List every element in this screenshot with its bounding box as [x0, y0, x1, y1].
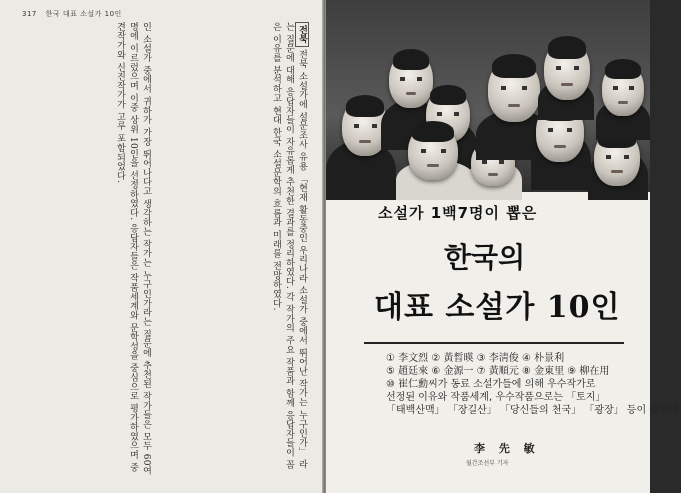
article-title-prefix: 한국의 [444, 241, 526, 274]
article-title: 대표 소설가 10인 [374, 290, 621, 325]
lead-line: 선정된 이유와 작품세계, 우수작품으로는 「토지」 [386, 392, 606, 403]
text-column-2: 인 소설가 중에서 귀하가 가장 뛰어나다고 생각하는 작가는 누구인가라는 질문에 추천된 작가들은 모두 60여명에 이르렀으며 이중 상위 10인을 선정하였다. 응답자들은 작품세계와 문학성을 중심으로 평가하였으며 중견작가와 신진작가가 고루 포함되었다. [115, 22, 151, 476]
portrait-face [602, 62, 644, 116]
lead-line: ① 李文烈 ② 黃晳暎 ③ 李淸俊 ④ 朴景利 [386, 353, 565, 364]
author-role: 월간조선부 기자 [466, 460, 509, 467]
lead-line: ⑩ 崔仁勳씨가 동료 소설가들에 의해 우수작가로 [386, 379, 596, 390]
portrait-face [389, 52, 433, 108]
text-column-1 [158, 22, 308, 477]
running-head [22, 9, 128, 19]
column-text-1: 전북 소설가에 설문조사 유용 「현재 활동중인 우리나라 소설가 중에서 뛰어난 작가는 누구인가」 라는 질문에 대해 응답자들이 자유롭게 추천한 결과를 정리하였다. 각 작가의 주요 작품과 함께 응답자들이 꼽은 이유를 분석하고 현대 한국 소설문학의 흐름과 미래를 전망하였다. [271, 22, 307, 470]
article-subtitle: 소설가 1백7명이 뽑은 [378, 204, 538, 222]
author-byline: 李 先 敏 [474, 442, 540, 455]
article-lead [386, 352, 681, 417]
column-lead: 전북 [295, 22, 309, 47]
portrait-face [408, 124, 458, 180]
portrait-face [544, 40, 590, 100]
page-number: 317 [22, 10, 37, 18]
left-page [0, 0, 323, 493]
lead-line: ⑤ 趙廷來 ⑥ 金源一 ⑦ 黃順元 ⑧ 金東里 ⑨ 柳在用 [386, 366, 610, 377]
author-photo-collage [326, 0, 650, 192]
title-rule [364, 342, 624, 344]
portrait-face [488, 58, 540, 122]
lead-line: 「태백산맥」 「장길산」 「당신들의 천국」 「광장」 등이 꼽혔다. [386, 405, 681, 416]
running-title: 한국 대표 소설가 10인 [45, 10, 122, 18]
